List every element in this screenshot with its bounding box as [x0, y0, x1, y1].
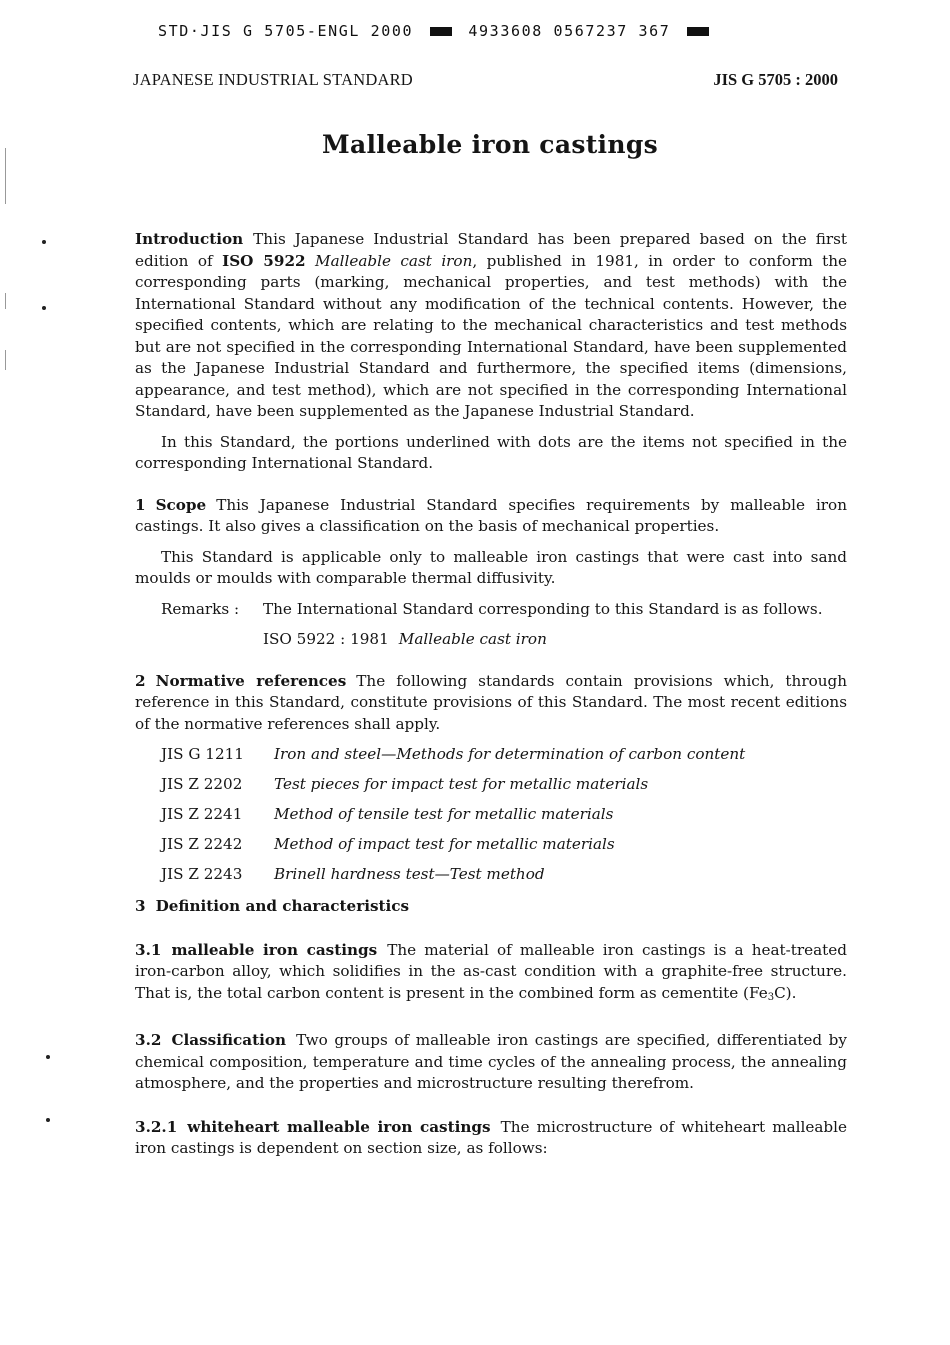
stamp-left: STD·JIS G 5705-ENGL 2000 [158, 22, 414, 40]
scan-dot [46, 1055, 50, 1059]
scope-applicability: This Standard is applicable only to malleable iron castings that were cast into sand moulds or moulds with comparable thermal diffusivity. [135, 547, 847, 587]
reference-list [135, 744, 847, 894]
section-3-2-1-heading: whiteheart malleable iron castings [187, 1117, 491, 1136]
iso-reference-code: ISO 5922 : 1981 [263, 630, 389, 648]
section-3-2-paragraph [135, 1030, 847, 1095]
normative-text: The following standards contain provisions which, through reference in this Standard, constitute provisions of this Standard. The most recent editions of the normative references shall apply. [135, 671, 848, 733]
document-body [135, 229, 847, 1160]
definition-heading: Definition and characteristics [155, 897, 410, 915]
introduction-iso-code: ISO 5922 [222, 251, 306, 270]
scope-heading: Scope [155, 495, 207, 514]
reference-title: Test pieces for impact test for metallic materials [274, 775, 649, 793]
reference-code: JIS Z 2243 [161, 865, 243, 883]
document-stamp [158, 22, 715, 40]
introduction-iso-title: Malleable cast iron [315, 251, 473, 270]
reference-item [161, 774, 847, 804]
section-3-2-1-paragraph [135, 1117, 847, 1160]
reference-code: JIS G 1211 [161, 745, 244, 763]
section-3-2-number: 3.2 [135, 1031, 162, 1049]
section-3-1-text: The material of malleable iron castings is a heat-treated iron-carbon alloy, which solidifies in the as-cast condition with a graphite-free structure. That is, the total carbon content is present in the combined form as cementite (Fe [135, 940, 847, 1002]
scope-number: 1 [135, 495, 146, 514]
scope-remarks [135, 599, 847, 621]
section-3-2-1-text: The microstructure of whiteheart malleable iron castings is dependent on section size, as follows: [135, 1117, 847, 1157]
introduction-label: Introduction [135, 230, 244, 248]
introduction-note: In this Standard, the portions underlined with dots are the items not specified in the corresponding International Standard. [135, 432, 847, 472]
remarks-label: Remarks : [161, 599, 240, 618]
section-3-2-heading: Classification [171, 1031, 287, 1049]
document-title: Malleable iron castings [322, 130, 658, 159]
stamp-block [687, 27, 709, 36]
scope-text: This Japanese Industrial Standard specifies requirements by malleable iron castings. It also gives a classification on the basis of mechanical properties. [135, 495, 847, 535]
iso-reference-title: Malleable cast iron [398, 630, 547, 648]
section-3-1-end: C). [774, 983, 797, 1002]
reference-title: Method of tensile test for metallic materials [274, 805, 614, 823]
section-3-1-heading: malleable iron castings [171, 940, 378, 959]
reference-title: Iron and steel—Methods for determination of carbon content [274, 745, 746, 763]
reference-item [161, 744, 847, 774]
scan-dot [42, 306, 46, 310]
scope-iso-reference [135, 629, 847, 651]
stamp-middle: 4933608 0567237 [468, 22, 628, 40]
introduction-text-2: , published in 1981, in order to conform the corresponding parts (marking, mechanical properties, and test methods) with the International Standard without any modification of the technical contents. However, the specified contents, which are relating to the mechanical characteristics and test methods but are not specified in the corresponding International Standard, have been supplemented as the Japanese Industrial Standard and furthermore, the specified items (dimensions, appearance, and test method), which are not specified in the corresponding International Standard, have been supplemented as the Japanese Industrial Standard. [135, 251, 848, 420]
header-standard-name: JAPANESE INDUSTRIAL STANDARD [133, 70, 413, 89]
reference-code: JIS Z 2202 [161, 775, 243, 793]
reference-item [161, 864, 847, 894]
section-3-1-number: 3.1 [135, 940, 162, 959]
reference-code: JIS Z 2242 [161, 835, 243, 853]
scope-paragraph [135, 495, 847, 538]
section-3-2-1-number: 3.2.1 [135, 1117, 178, 1136]
remarks-text: The International Standard corresponding to this Standard is as follows. [263, 599, 823, 618]
introduction-text-1: This Japanese Industrial Standard has been prepared based on the first edition of [135, 230, 847, 270]
section-3-2-text: Two groups of malleable iron castings are specified, differentiated by chemical composition, temperature and time cycles of the annealing process, the annealing atmosphere, and the properties and microstructure resulting therefrom. [135, 1031, 847, 1092]
normative-number: 2 [135, 671, 146, 690]
section-3-1-subscript: 3 [767, 991, 775, 1003]
scan-margin-line [5, 350, 6, 370]
stamp-block [430, 27, 452, 36]
definition-number: 3 [135, 897, 146, 915]
scan-margin-line [5, 293, 6, 309]
introduction-paragraph [135, 229, 847, 423]
reference-item [161, 804, 847, 834]
reference-title: Method of impact test for metallic materials [274, 835, 615, 853]
stamp-right: 367 [638, 22, 671, 40]
reference-code: JIS Z 2241 [161, 805, 243, 823]
scan-dot [42, 240, 46, 244]
definition-heading-line [135, 896, 847, 918]
section-3-1-paragraph [135, 940, 847, 1009]
reference-item [161, 834, 847, 864]
normative-references-paragraph [135, 671, 847, 736]
reference-title: Brinell hardness test—Test method [274, 865, 545, 883]
normative-heading: Normative references [155, 671, 347, 690]
scan-dot [46, 1118, 50, 1122]
header-standard-number: JIS G 5705 : 2000 [713, 70, 838, 89]
